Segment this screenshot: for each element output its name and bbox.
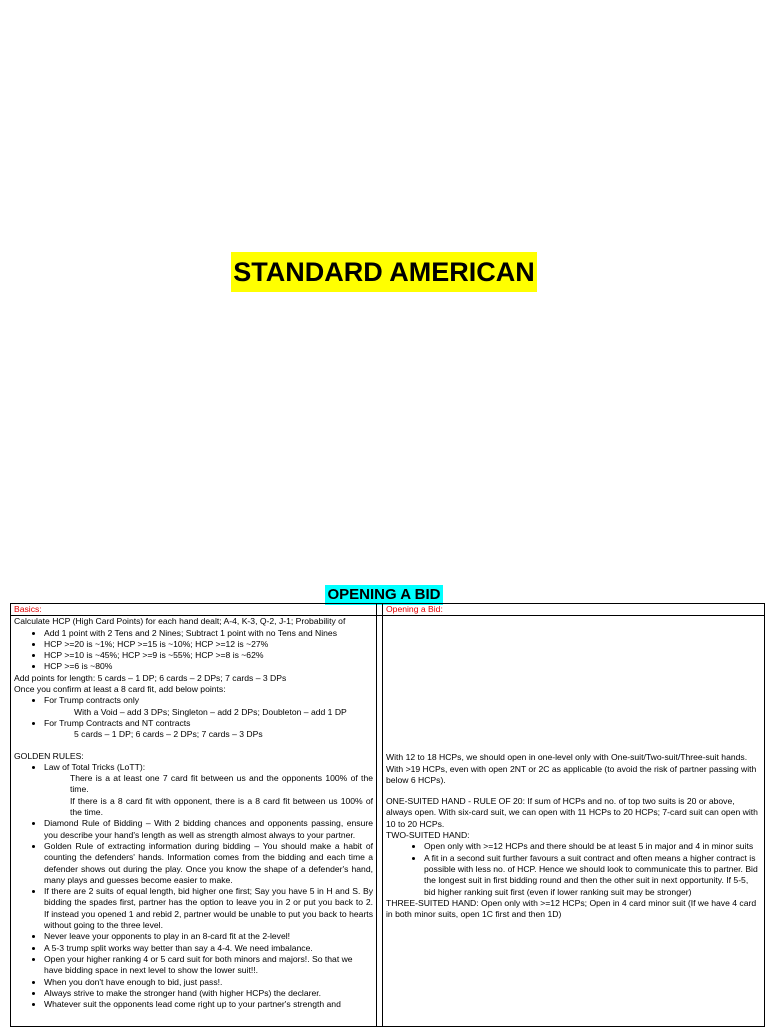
list-item: • HCP >=6 is ~80% bbox=[44, 661, 373, 672]
list-item: • Never leave your opponents to play in an 8-card fit at the 2-level! bbox=[44, 931, 373, 942]
spacer bbox=[14, 741, 373, 751]
one-suited-paragraph: ONE-SUITED HAND - RULE OF 20: If sum of HCPs and no. of top two suits is 20 or above, always open. With six-card suit, we can open with 11 HCPs to 20 HCPs; 7-card suit can open with 10 to 20 HCPs. bbox=[386, 796, 758, 829]
fit-points-line: Once you confirm at least a 8 card fit, add below points: bbox=[14, 684, 226, 695]
trump-nt-list bbox=[14, 718, 373, 729]
opening-paragraph: With 12 to 18 HCPs, we should open in one-level only with One-suit/Two-suit/Three-suit hands. With >19 HCPs, even with open 2NT or 2C as applicable (to avoid the risk of partner passing with below 6 HCPs). bbox=[386, 752, 757, 785]
list-item: • For Trump Contracts and NT contracts bbox=[44, 718, 373, 729]
list-item: • A fit in a second suit further favours a suit contract and often means a higher contract is possible with less no. of HCP. Hence we should look to communicate this to partner. Bid the longest suit in first bidding round and then the other suit in next opportunity. If 5-5, bid higher ranking suit first (even if lower ranking suit may be stronger) bbox=[424, 853, 761, 898]
document-title: STANDARD AMERICAN bbox=[231, 252, 536, 292]
list-item: • Add 1 point with 2 Tens and 2 Nines; Subtract 1 point with no Tens and Nines bbox=[44, 628, 373, 639]
basics-header: Basics: bbox=[11, 604, 377, 616]
list-item bbox=[44, 762, 373, 818]
list-item: • HCP >=20 is ~1%; HCP >=15 is ~10%; HCP >=12 is ~27% bbox=[44, 639, 373, 650]
basics-cell bbox=[11, 616, 377, 1027]
lott-point-1: There is a at least one 7 card fit between us and the opponents 100% of the time. bbox=[70, 773, 373, 795]
bidding-table bbox=[10, 603, 765, 1027]
list-item: • Whatever suit the opponents lead come right up to your partner's strength and bbox=[44, 999, 373, 1010]
section-title: OPENING A BID bbox=[327, 586, 441, 603]
list-item: • If there are 2 suits of equal length, bid higher one first; Say you have 5 in H and S. By bidding the spades first, partner has the option to leave you in 2 or put you back to 2. If instead you opened 1 and rebid 2, partner would be unable to put you back to hearts without going to the three level. bbox=[44, 886, 373, 931]
lott-title: Law of Total Tricks (LoTT): bbox=[44, 761, 146, 772]
table-header-row bbox=[11, 604, 765, 616]
probability-list bbox=[14, 628, 373, 673]
hcp-intro: Calculate HCP (High Card Points) for each hand dealt; A-4, K-3, Q-2, J-1; Probability of bbox=[14, 616, 346, 627]
title-wrapper bbox=[0, 252, 768, 292]
trump-only-detail: With a Void – add 3 DPs; Singleton – add 2 DPs; Doubleton – add 1 DP bbox=[74, 706, 347, 717]
list-item: • Diamond Rule of Bidding – With 2 bidding chances and opponents passing, ensure you describe your hand's length as well as strength almost always to your partner. bbox=[44, 818, 373, 841]
golden-rules-list bbox=[14, 762, 373, 1011]
list-item: • Open your higher ranking 4 or 5 card suit for both minors and majors!. So that we have bidding space in next level to show the lower suit!!. bbox=[44, 954, 373, 977]
list-item: • Golden Rule of extracting information during bidding – You should make a habit of counting the defenders' hands. Information comes from the bidding and each time a defender shows out during the play. Once you know the shape of a defender's hand, many plays and guesses become easier to make. bbox=[44, 841, 373, 886]
lott-point-2: If there is a 8 card fit with opponent, there is a 8 card fit between us 100% of the time. bbox=[70, 795, 373, 818]
spacer bbox=[386, 786, 761, 796]
section-title-wrapper bbox=[0, 585, 768, 605]
length-points-line: Add points for length: 5 cards – 1 DP; 6 cards – 2 DPs; 7 cards – 3 DPs bbox=[14, 672, 287, 683]
trump-nt-detail: 5 cards – 1 DP; 6 cards – 2 DPs; 7 cards – 3 DPs bbox=[74, 729, 263, 740]
list-item: • A 5-3 trump split works way better than say a 4-4. We need imbalance. bbox=[44, 943, 373, 954]
opening-bid-header: Opening a Bid: bbox=[383, 604, 765, 616]
list-item: • Open only with >=12 HCPs and there should be at least 5 in major and 4 in minor suits bbox=[424, 841, 761, 852]
two-suited-title: TWO-SUITED HAND: bbox=[386, 830, 470, 841]
two-suited-list bbox=[386, 841, 761, 897]
spacer bbox=[386, 616, 761, 752]
trump-list bbox=[14, 695, 373, 706]
list-item: • Always strive to make the stronger hand (with higher HCPs) the declarer. bbox=[44, 988, 373, 999]
opening-bid-cell bbox=[383, 616, 765, 1027]
list-item: • For Trump contracts only bbox=[44, 695, 373, 706]
three-suited-paragraph: THREE-SUITED HAND: Open only with >=12 HCPs; Open in 4 card minor suit (If we have 4 card in both minor suits, open 1C first and then 1D) bbox=[386, 897, 757, 920]
list-item: • When you don't have enough to bid, just pass!. bbox=[44, 977, 373, 988]
list-item: • HCP >=10 is ~45%; HCP >=9 is ~55%; HCP >=8 is ~62% bbox=[44, 650, 373, 661]
table-body-row bbox=[11, 616, 765, 1027]
golden-rules-title: GOLDEN RULES: bbox=[14, 750, 84, 761]
